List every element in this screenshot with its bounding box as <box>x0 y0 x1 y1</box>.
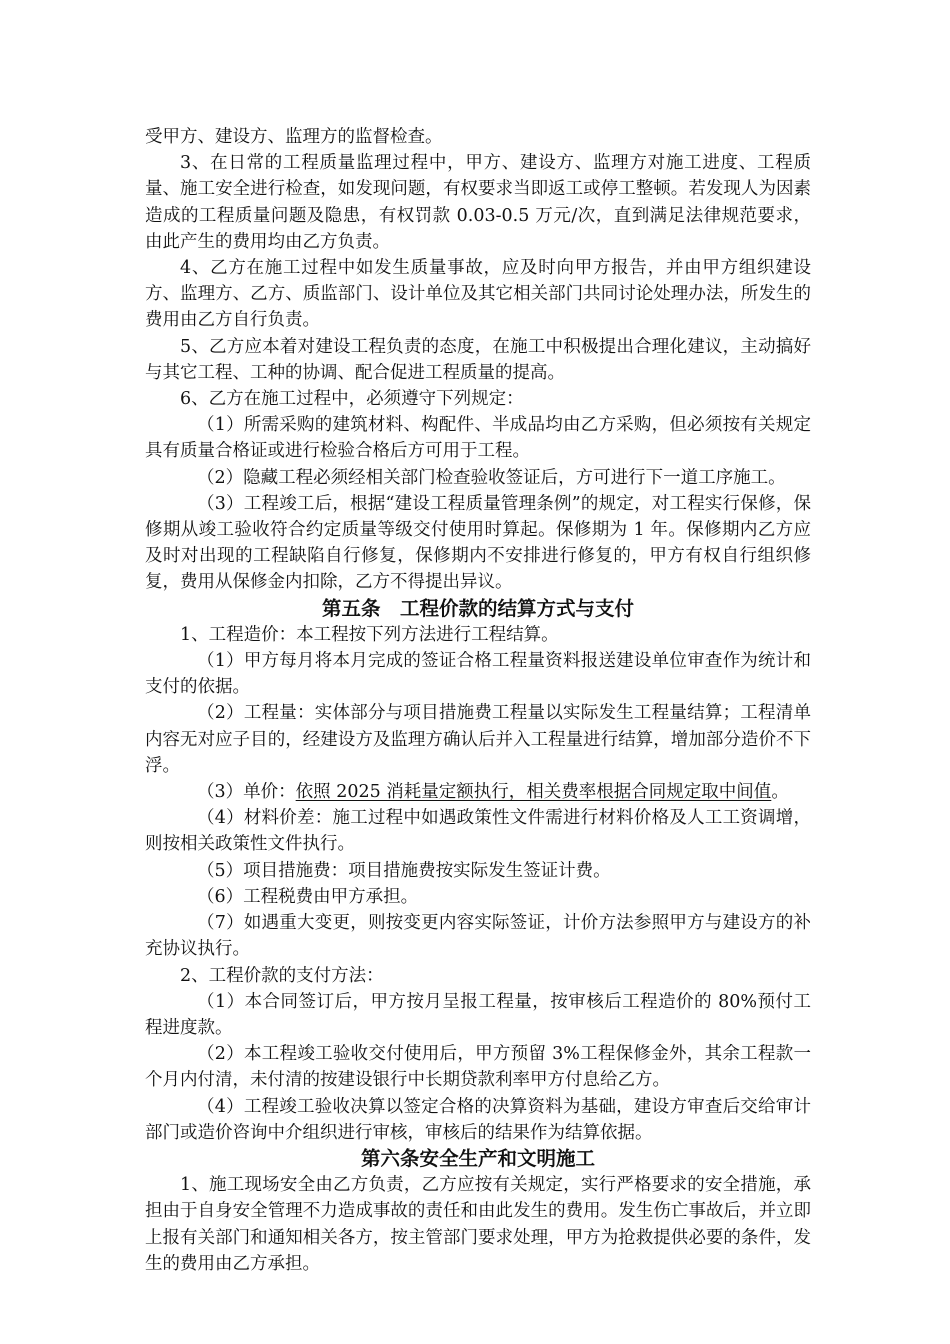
paragraph: （4）材料价差：施工过程中如遇政策性文件需进行材料价格及人工工资调增，则按相关政策性文件执行。 <box>145 808 811 855</box>
document-body <box>145 124 811 1277</box>
paragraph: 受甲方、建设方、监理方的监督检查。 <box>145 127 443 147</box>
paragraph-tail: 。 <box>771 782 789 803</box>
paragraph: 4、乙方在施工过程中如发生质量事故，应及时向甲方报告，并由甲方组织建设方、监理方、乙方、质监部门、设计单位及其它相关部门共同讨论处理办法，所发生的费用由乙方自行负责。 <box>145 258 811 331</box>
paragraph <box>145 779 811 805</box>
paragraph: （6）工程税费由甲方承担。 <box>197 886 419 907</box>
paragraph: 3、在日常的工程质量监理过程中，甲方、建设方、监理方对施工进度、工程质量、施工安全进行检查，如发现问题，有权要求当即返工或停工整顿。若发现人为因素造成的工程质量问题及隐患，有权罚款 0.03-0.5 万元/次，直到满足法律规范要求，由此产生的费用均由乙方负责。 <box>145 153 811 252</box>
paragraph: （4）工程竣工验收决算以签定合格的决算资料为基础，建设方审查后交给审计部门或造价咨询中介组织进行审核，审核后的结果作为结算依据。 <box>145 1096 811 1143</box>
paragraph: （2）工程量：实体部分与项目措施费工程量以实际发生工程量结算；工程清单内容无对应子目的，经建设方及监理方确认后并入工程量进行结算，增加部分造价不下浮。 <box>145 703 811 776</box>
section-heading: 第五条 工程价款的结算方式与支付 <box>321 596 634 620</box>
underlined-text: 依照 2025 消耗量定额执行，相关费率根据合同规定取中间值 <box>295 782 772 803</box>
paragraph: 5、乙方应本着对建设工程负责的态度，在施工中积极提出合理化建议，主动搞好与其它工程、工种的协调、配合促进工程质量的提高。 <box>145 336 811 383</box>
section-heading: 第六条安全生产和文明施工 <box>360 1146 595 1170</box>
paragraph: 2、工程价款的支付方法： <box>180 965 384 986</box>
paragraph: 1、施工现场安全由乙方负责，乙方应按有关规定，实行严格要求的安全措施，承担由于自身安全管理不力造成事故的责任和由此发生的费用。发生伤亡事故后，并立即上报有关部门和通知相关各方，按主管部门要求处理，甲方为抢救提供必要的条件，发生的费用由乙方承担。 <box>145 1175 811 1274</box>
paragraph: （2）本工程竣工验收交付使用后，甲方预留 3%工程保修金外，其余工程款一个月内付清，未付清的按建设银行中长期贷款利率甲方付息给乙方。 <box>145 1044 811 1091</box>
paragraph: 6、乙方在施工过程中，必须遵守下列规定： <box>180 389 524 410</box>
paragraph: （1）所需采购的建筑材料、构配件、半成品均由乙方采购，但必须按有关规定具有质量合格证或进行检验合格后方可用于工程。 <box>145 415 811 462</box>
paragraph: （7）如遇重大变更，则按变更内容实际签证，计价方法参照甲方与建设方的补充协议执行。 <box>145 913 811 960</box>
paragraph: （1）本合同签订后，甲方按月呈报工程量，按审核后工程造价的 80%预付工程进度款。 <box>145 991 811 1038</box>
paragraph-lead: （3）单价： <box>197 782 296 803</box>
paragraph: （2）隐藏工程必须经相关部门检查验收签证后，方可进行下一道工序施工。 <box>197 467 786 488</box>
paragraph: （3）工程竣工后，根据“建设工程质量管理条例”的规定，对工程实行保修，保修期从竣工验收符合约定质量等级交付使用时算起。保修期为 1 年。保修期内乙方应及时对出现的工程缺陷自行修复，保修期内不安排进行修复的，甲方有权自行组织修复，费用从保修金内扣除，乙方不得提出异议。 <box>145 493 811 593</box>
paragraph: 1、工程造价：本工程按下列方法进行工程结算。 <box>180 624 559 645</box>
paragraph: （1）甲方每月将本月完成的签证合格工程量资料报送建设单位审查作为统计和支付的依据。 <box>145 651 811 698</box>
paragraph: （5）项目措施费：项目措施费按实际发生签证计费。 <box>197 860 611 881</box>
